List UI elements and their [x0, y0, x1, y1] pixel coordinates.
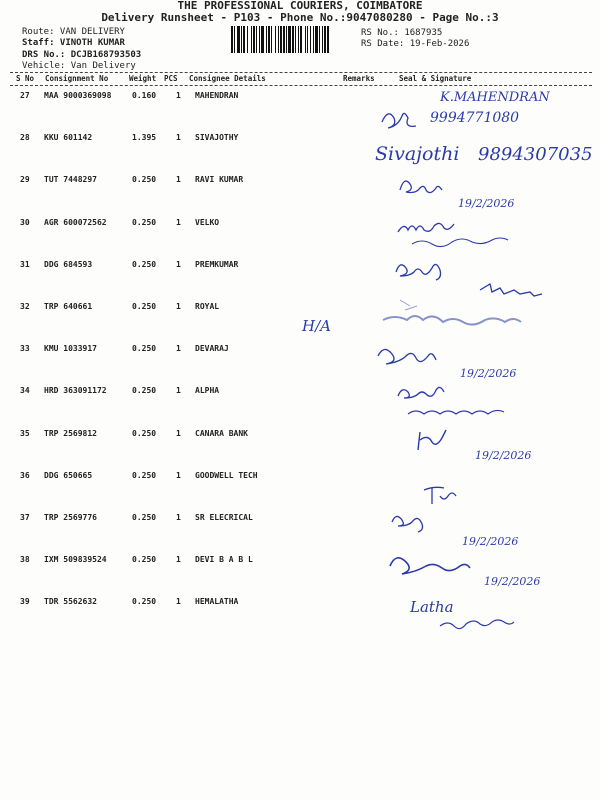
hw-row28-name: Sivajothi — [375, 143, 460, 165]
hw-row28-phone: 9894307035 — [478, 144, 593, 165]
cell-consignee: VELKO — [195, 217, 220, 227]
cell-sno: 27 — [20, 91, 30, 100]
table-row — [0, 467, 600, 509]
col-consignment: Consignment No — [45, 74, 109, 83]
cell-weight: 0.250 — [132, 259, 157, 269]
col-sno: S No — [16, 74, 35, 83]
cell-sno: 31 — [20, 259, 30, 269]
cell-consignee: MAHENDRAN — [195, 91, 239, 100]
table-row — [0, 129, 600, 171]
cell-consignee: ALPHA — [195, 386, 220, 396]
cell-sno: 36 — [20, 470, 30, 480]
cell-pcs: 1 — [176, 470, 181, 480]
cell-consignment: KKU 601142 — [44, 133, 93, 143]
hw-row35-date: 19/2/2026 — [475, 449, 532, 462]
cell-consignee: DEVI B A B L — [195, 555, 253, 565]
cell-sno: 39 — [20, 597, 30, 607]
hw-row29-date: 19/2/2026 — [458, 197, 515, 210]
cell-pcs: 1 — [176, 217, 181, 227]
vehicle-label: Vehicle: Van Delivery — [22, 61, 136, 71]
cell-weight: 0.250 — [132, 428, 157, 438]
staff-label: Staff: VINOTH KUMAR — [22, 38, 125, 48]
cell-consignment: TRP 2569812 — [44, 428, 97, 438]
cell-consignee: RAVI KUMAR — [195, 175, 244, 185]
table-row — [0, 87, 600, 129]
cell-weight: 0.250 — [132, 175, 157, 185]
hw-row38-date: 19/2/2026 — [484, 575, 541, 588]
cell-weight: 0.250 — [132, 513, 157, 522]
hw-row27-phone: 9994771080 — [430, 110, 520, 126]
route-label: Route: VAN DELIVERY — [22, 27, 125, 37]
drs-number: DRS No.: DCJB168793503 — [22, 50, 142, 60]
hw-row27-name: K.MAHENDRAN — [440, 90, 550, 105]
table-row — [0, 298, 600, 340]
cell-consignment: MAA 9000369098 — [44, 91, 112, 100]
cell-pcs: 1 — [176, 344, 181, 354]
hw-row33-date: 19/2/2026 — [460, 367, 517, 380]
cell-consignment: KMU 1033917 — [44, 344, 97, 354]
cell-sno: 38 — [20, 555, 30, 565]
cell-pcs: 1 — [176, 259, 181, 269]
cell-pcs: 1 — [176, 133, 181, 143]
cell-consignee: CANARA BANK — [195, 428, 248, 438]
cell-consignment: TUT 7448297 — [44, 175, 97, 185]
cell-pcs: 1 — [176, 555, 181, 565]
header-bottom-rule — [10, 85, 592, 86]
cell-weight: 0.250 — [132, 302, 157, 311]
runsheet-subtitle: Delivery Runsheet - P103 - Phone No.:9047080280 - Page No.:3 — [101, 11, 499, 24]
table-row — [0, 593, 600, 635]
cell-consignment: AGR 600072562 — [44, 217, 107, 227]
cell-weight: 0.250 — [132, 217, 157, 227]
cell-weight: 0.250 — [132, 555, 157, 565]
rs-number: RS No.: 1687935 — [361, 28, 443, 38]
hw-row32-remark: H/A — [302, 317, 331, 335]
barcode — [231, 26, 358, 53]
col-weight: Weight — [129, 74, 157, 83]
cell-weight: 0.250 — [132, 597, 157, 607]
cell-consignee: GOODWELL TECH — [195, 470, 258, 480]
cell-sno: 30 — [20, 217, 30, 227]
cell-weight: 0.250 — [132, 386, 157, 396]
table-row — [0, 256, 600, 298]
cell-weight: 0.250 — [132, 344, 157, 354]
cell-pcs: 1 — [176, 597, 181, 607]
barcode-bar — [329, 26, 330, 53]
cell-pcs: 1 — [176, 513, 181, 522]
cell-weight: 0.160 — [132, 91, 157, 100]
cell-sno: 33 — [20, 344, 30, 354]
cell-sno: 35 — [20, 428, 30, 438]
cell-consignment: DDG 684593 — [44, 259, 93, 269]
cell-consignment: HRD 363091172 — [44, 386, 107, 396]
cell-pcs: 1 — [176, 428, 181, 438]
hw-row39-name: Latha — [410, 598, 454, 616]
cell-pcs: 1 — [176, 91, 181, 100]
cell-consignee: HEMALATHA — [195, 597, 239, 607]
col-remarks: Remarks — [343, 74, 375, 83]
runsheet-title: THE PROFESSIONAL COURIERS, COIMBATORE — [177, 0, 423, 12]
cell-consignment: DDG 650665 — [44, 470, 93, 480]
cell-consignee: ROYAL — [195, 302, 220, 311]
cell-pcs: 1 — [176, 302, 181, 311]
col-consignee: Consignee Details — [189, 74, 266, 83]
cell-sno: 32 — [20, 302, 30, 311]
table-row — [0, 551, 600, 593]
rs-date: RS Date: 19-Feb-2026 — [361, 39, 470, 49]
cell-sno: 37 — [20, 513, 30, 522]
table-row — [0, 382, 600, 424]
cell-consignee: SIVAJOTHY — [195, 133, 239, 143]
cell-consignment: TRP 640661 — [44, 302, 93, 311]
table-row — [0, 214, 600, 256]
table-row — [0, 425, 600, 467]
table-row — [0, 340, 600, 382]
cell-consignee: SR ELECRICAL — [195, 513, 253, 522]
col-seal-signature: Seal & Signature — [399, 74, 472, 83]
cell-weight: 1.395 — [132, 133, 157, 143]
cell-consignee: DEVARAJ — [195, 344, 229, 354]
cell-consignment: TRP 2569776 — [44, 513, 97, 522]
cell-sno: 29 — [20, 175, 30, 185]
cell-sno: 28 — [20, 133, 30, 143]
cell-weight: 0.250 — [132, 470, 157, 480]
cell-sno: 34 — [20, 386, 30, 396]
table-row — [0, 509, 600, 551]
cell-consignee: PREMKUMAR — [195, 259, 239, 269]
cell-consignment: IXM 509839524 — [44, 555, 107, 565]
cell-pcs: 1 — [176, 386, 181, 396]
header-top-rule — [10, 72, 592, 73]
hw-row37-date: 19/2/2026 — [462, 535, 519, 548]
cell-consignment: TDR 5562632 — [44, 597, 97, 607]
table-row — [0, 171, 600, 213]
col-pcs: PCS — [164, 74, 178, 83]
cell-pcs: 1 — [176, 175, 181, 185]
